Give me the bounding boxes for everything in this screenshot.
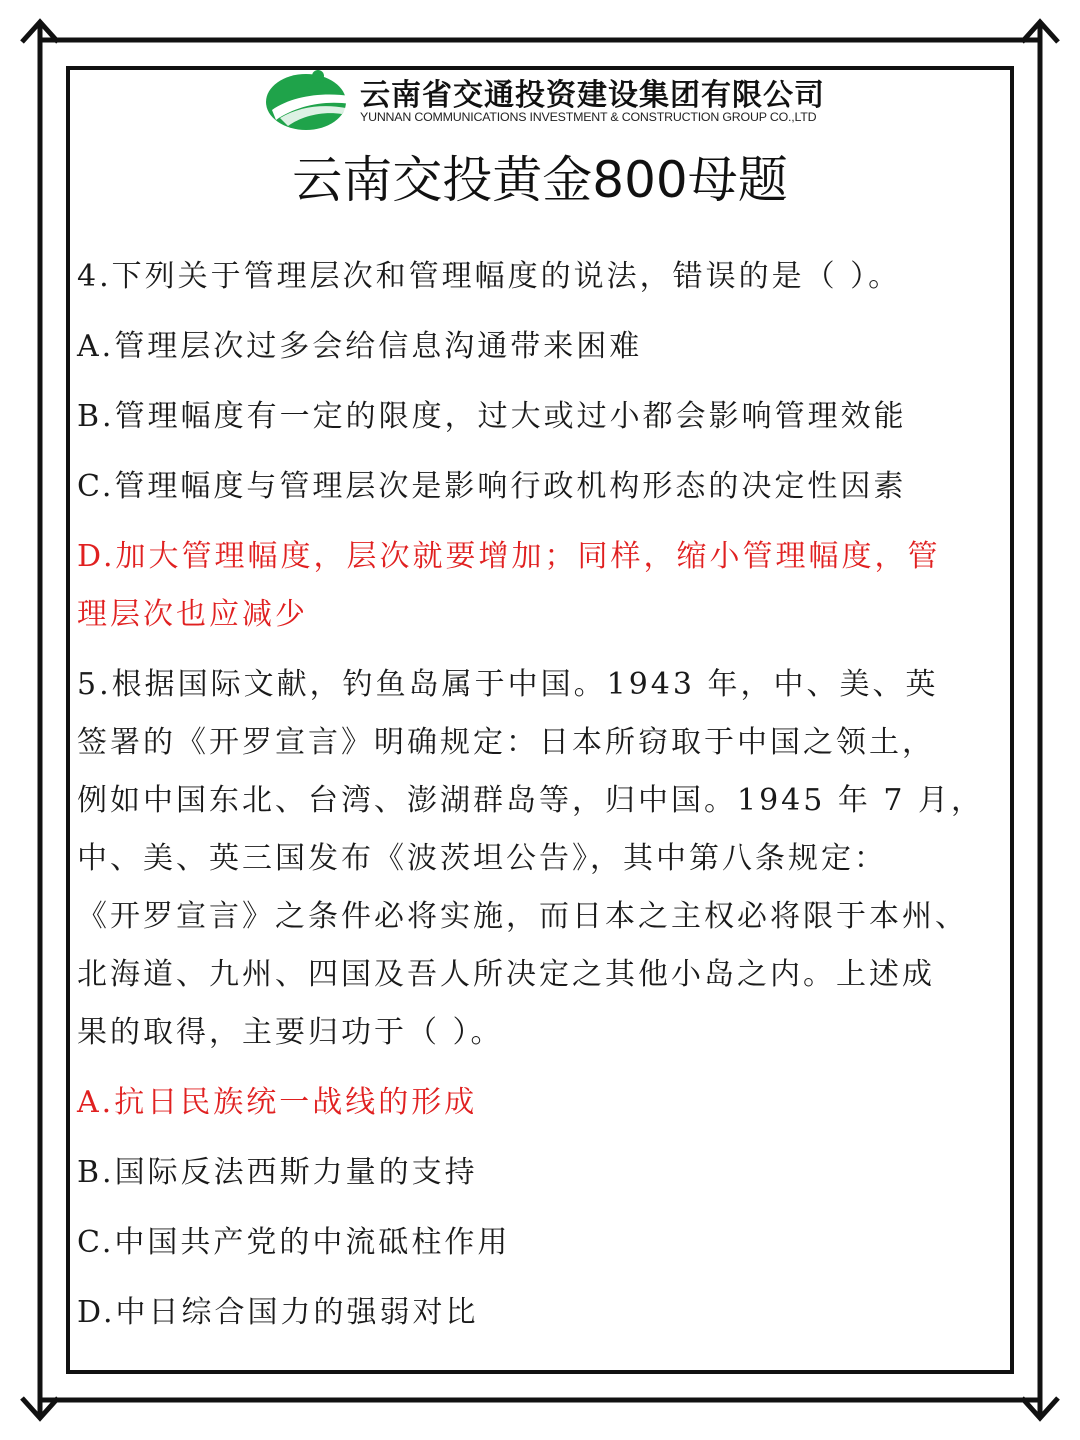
- correct-option: [77, 1074, 1005, 1132]
- option-line: A.抗日民族统一战线的形成: [77, 1085, 478, 1120]
- option-line: A.管理层次过多会给信息沟通带来困难: [77, 329, 643, 364]
- company-name-en: YUNNAN COMMUNICATIONS INVESTMENT & CONSTRUCTION GROUP CO.,LTD: [360, 110, 817, 124]
- question-stem-line: 中、美、英三国发布《波茨坦公告》，其中第八条规定：: [77, 841, 887, 876]
- answer-option: [77, 458, 1005, 516]
- answer-option: [77, 1214, 1005, 1272]
- answer-option: [77, 1284, 1005, 1342]
- option-line: D.中日综合国力的强弱对比: [77, 1295, 479, 1330]
- option-line: 理层次也应减少: [77, 597, 308, 632]
- question-stem-line: 4.下列关于管理层次和管理幅度的说法，错误的是（ ）。: [77, 259, 902, 294]
- answer-option: [77, 388, 1005, 446]
- question-stem-line: 果的取得，主要归功于（ ）。: [77, 1015, 504, 1050]
- question-stem-line: 《开罗宣言》之条件必将实施，而日本之主权必将限于本州、: [77, 899, 968, 934]
- company-name-cn: 云南省交通投资建设集团有限公司: [360, 78, 825, 113]
- page-title: 云南交投黄金800母题: [292, 151, 788, 209]
- question-stem-line: 例如中国东北、台湾、澎湖群岛等，归中国。1945 年 7 月，: [77, 783, 985, 818]
- option-line: C.中国共产党的中流砥柱作用: [77, 1225, 511, 1260]
- yunnan-road-logo-icon: [262, 66, 354, 132]
- option-line: B.国际反法西斯力量的支持: [77, 1155, 478, 1190]
- answer-option: [77, 1144, 1005, 1202]
- answer-option: [77, 318, 1005, 376]
- option-line: C.管理幅度与管理层次是影响行政机构形态的决定性因素: [77, 469, 907, 504]
- question-list: [77, 248, 1005, 1354]
- company-header: [262, 66, 825, 136]
- question-stem-line: 5.根据国际文献，钓鱼岛属于中国。1943 年，中、美、英: [77, 667, 939, 702]
- correct-option: [77, 528, 1005, 644]
- question-stem-line: 北海道、九州、四国及吾人所决定之其他小岛之内。上述成: [77, 957, 935, 992]
- question-stem: [77, 248, 1005, 306]
- option-line: B.管理幅度有一定的限度，过大或过小都会影响管理效能: [77, 399, 907, 434]
- question-stem-line: 签署的《开罗宣言》明确规定：日本所窃取于中国之领土，: [77, 725, 935, 760]
- option-line: D.加大管理幅度，层次就要增加；同样，缩小管理幅度，管: [77, 539, 941, 574]
- question-stem: [77, 656, 1005, 1062]
